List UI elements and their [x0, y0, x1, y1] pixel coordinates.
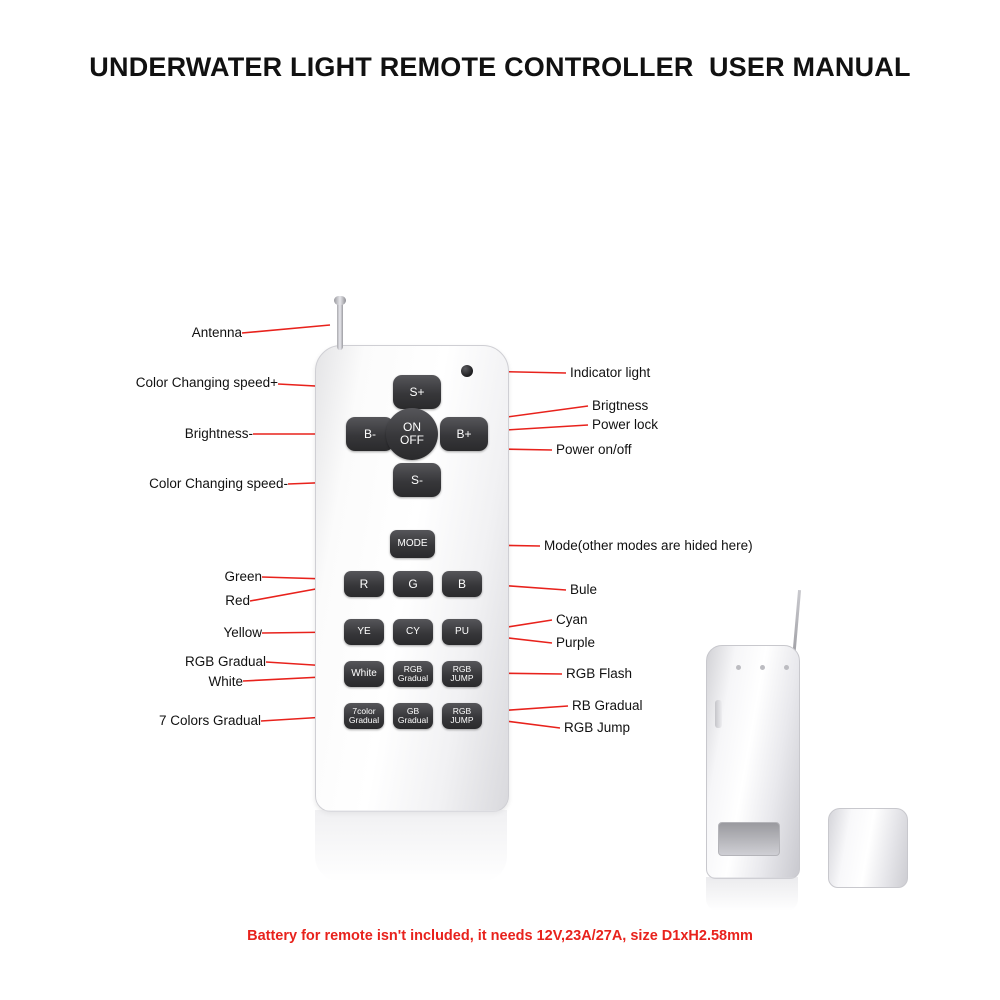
gb-gradual-button[interactable] — [393, 703, 433, 729]
callout-brightness-down: Brightness- — [184, 426, 253, 441]
callout-rb-gradual: RB Gradual — [572, 698, 643, 713]
callout-purple: Purple — [556, 635, 596, 650]
callout-rgb-gradual: RGB Gradual — [184, 654, 266, 669]
seven-color-label-1: 7color — [352, 706, 376, 717]
antenna — [337, 298, 343, 350]
brightness-up-button[interactable]: B+ — [440, 417, 488, 451]
receiver-reflection — [706, 877, 798, 911]
remote-reflection — [315, 810, 507, 882]
callout-brigtness: Brigtness — [592, 398, 649, 413]
yellow-button[interactable]: YE — [344, 619, 384, 645]
callout-red: Red — [225, 593, 250, 608]
rgb-flash-label-2: JUMP — [450, 673, 474, 683]
indicator-light-led — [461, 365, 473, 377]
callout-power-on-off: Power on/off — [556, 442, 632, 457]
rgb-gradual-button[interactable] — [393, 661, 433, 687]
blue-button[interactable]: B — [442, 571, 482, 597]
callout-indicator-light: Indicator light — [570, 365, 651, 380]
cyan-button[interactable]: CY — [393, 619, 433, 645]
rgb-jump-label-1: RGB — [452, 706, 472, 717]
callout-rgb-jump: RGB Jump — [564, 720, 631, 735]
callout-rgb-flash: RGB Flash — [566, 666, 633, 681]
callout-cyan: Cyan — [556, 612, 588, 627]
rgb-gradual-label-1: RGB — [403, 664, 423, 675]
callout-seven-colors-gradual: 7 Colors Gradual — [158, 713, 261, 728]
speed-up-button[interactable]: S+ — [393, 375, 441, 409]
callout-bule: Bule — [570, 582, 598, 597]
receiver-battery-cover — [828, 808, 908, 888]
rgb-flash-label-1: RGB — [452, 664, 472, 675]
callout-color-changing-speed-down: Color Changing speed- — [149, 476, 288, 491]
callout-power-lock: Power lock — [592, 417, 659, 432]
callout-white: White — [208, 674, 243, 689]
mode-button[interactable]: MODE — [390, 530, 435, 558]
seven-colors-gradual-button[interactable] — [344, 703, 384, 729]
receiver-side-button — [715, 700, 722, 728]
callout-mode: Mode(other modes are hided here) — [544, 538, 753, 553]
rgb-gradual-label-2: Gradual — [397, 673, 429, 683]
power-label-off: OFF — [400, 433, 424, 447]
callout-yellow: Yellow — [223, 625, 262, 640]
receiver-screw-icon — [784, 665, 789, 670]
brightness-down-button[interactable]: B- — [346, 417, 394, 451]
speed-down-button[interactable]: S- — [393, 463, 441, 497]
receiver-battery-slot — [718, 822, 780, 856]
seven-color-label-2: Gradual — [348, 715, 380, 725]
power-on-off-button[interactable] — [386, 408, 438, 460]
gb-gradual-label-1: GB — [406, 706, 420, 717]
callout-antenna: Antenna — [191, 325, 242, 340]
page-title: UNDERWATER LIGHT REMOTE CONTROLLER USER MANUAL — [89, 52, 911, 82]
antenna-tip-icon — [334, 296, 346, 305]
white-button[interactable]: White — [344, 661, 384, 687]
power-label-on: ON — [403, 420, 421, 435]
green-button[interactable]: G — [393, 571, 433, 597]
purple-button[interactable]: PU — [442, 619, 482, 645]
rgb-flash-button[interactable] — [442, 661, 482, 687]
callout-color-changing-speed-up: Color Changing speed+ — [135, 375, 278, 390]
callout-green: Green — [224, 569, 262, 584]
rgb-jump-label-2: JUMP — [450, 715, 474, 725]
receiver-screw-icon — [760, 665, 765, 670]
red-button[interactable]: R — [344, 571, 384, 597]
battery-note: Battery for remote isn't included, it needs 12V,23A/27A, size D1xH2.58mm — [247, 928, 753, 944]
gb-gradual-label-2: Gradual — [397, 715, 429, 725]
receiver-screw-icon — [736, 665, 741, 670]
rgb-jump-button[interactable] — [442, 703, 482, 729]
